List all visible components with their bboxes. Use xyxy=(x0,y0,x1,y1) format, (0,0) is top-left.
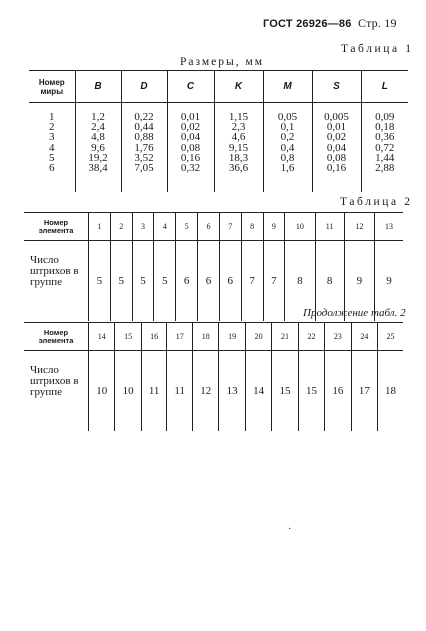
strokes-count-cell: 18 xyxy=(385,385,397,397)
table1-cell: 1,2 xyxy=(91,111,105,123)
table2-caption: Таблица 2 xyxy=(340,196,413,208)
table1-cell: 0,18 xyxy=(375,121,395,134)
table2 xyxy=(24,212,403,321)
table1-cell: 0,01 xyxy=(326,121,347,134)
table3 xyxy=(24,322,403,431)
table1-cell: 38,4 xyxy=(88,162,108,175)
strokes-count-cell: 6 xyxy=(219,241,241,322)
table1-cell: 0,36 xyxy=(375,131,395,144)
table1-header-d: D xyxy=(121,71,167,103)
strokes-count-cell: 12 xyxy=(192,351,218,432)
table1-cell: 0,005 xyxy=(324,111,349,123)
table1-cell: 5 xyxy=(49,151,55,164)
table1-cell: 0,09 xyxy=(375,111,395,123)
element-number-cell: 9 xyxy=(263,213,285,241)
table1-cell: 1,44 xyxy=(375,151,395,164)
table1-cell: 36,6 xyxy=(228,162,249,175)
element-number-cell: 14 xyxy=(89,323,115,351)
strokes-count-cell: 17 xyxy=(351,351,377,432)
table1-cell: 0,05 xyxy=(277,111,298,123)
table1-cell: 2,3 xyxy=(231,121,246,134)
element-number-cell: 7 xyxy=(219,213,241,241)
table1-col-number xyxy=(29,103,75,193)
strokes-count-cell: 7 xyxy=(241,241,263,322)
table1-cell: 0,2 xyxy=(280,131,295,144)
table1-col-s xyxy=(312,103,361,193)
table1-cell: 0,08 xyxy=(326,151,347,164)
element-number-cell: 21 xyxy=(272,323,298,351)
table1-col-k xyxy=(214,103,263,193)
strokes-count-cell: 15 xyxy=(298,351,324,432)
table1-header-c: C xyxy=(167,71,214,103)
table1-cell: 0,04 xyxy=(326,141,347,154)
strokes-count-cell: 13 xyxy=(219,351,245,432)
table1-cell: 0,04 xyxy=(180,131,201,144)
table1-header-k: K xyxy=(214,71,263,103)
table1-cell: 0,1 xyxy=(280,121,295,134)
document-header xyxy=(263,16,397,31)
element-number-cell: 25 xyxy=(378,323,403,351)
table1-cell: 2,88 xyxy=(375,162,395,175)
strokes-count-cell: 15 xyxy=(272,351,298,432)
element-number-cell: 10 xyxy=(285,213,315,241)
strokes-count-cell: 16 xyxy=(325,351,351,432)
table1-subtitle: Размеры, мм xyxy=(180,56,265,68)
strokes-count-cell: 6 xyxy=(198,241,220,322)
strokes-count-cell: 14 xyxy=(245,351,271,432)
table1-cell: 1,76 xyxy=(134,141,154,154)
strokes-count-cell: 7 xyxy=(263,241,285,322)
element-number-cell: 3 xyxy=(132,213,154,241)
strokes-count-cell: 8 xyxy=(315,241,344,322)
table1-cell: 18,3 xyxy=(228,151,249,164)
table1-cell: 0,02 xyxy=(326,131,347,144)
table1-cell: 9,6 xyxy=(91,141,105,154)
strokes-count-cell: 5 xyxy=(89,241,111,322)
table1-cell: 1,15 xyxy=(228,111,249,123)
table1-cell: 0,22 xyxy=(134,111,154,123)
table3-element-label: Номер элемента xyxy=(24,323,89,351)
strokes-count-cell: 5 xyxy=(132,241,154,322)
table1-header-l: L xyxy=(361,71,408,103)
table1-cell: 0,88 xyxy=(134,131,154,144)
table1-cell: 4 xyxy=(49,141,55,154)
table2-element-row xyxy=(24,213,403,241)
table1-cell: 0,32 xyxy=(180,162,201,175)
table1-header-s: S xyxy=(312,71,361,103)
element-number-cell: 23 xyxy=(325,323,351,351)
table1-cell: 19,2 xyxy=(88,151,108,164)
element-number-cell: 20 xyxy=(245,323,271,351)
table1-cell: 0,01 xyxy=(180,111,201,123)
table1-cell: 0,02 xyxy=(180,121,201,134)
table1 xyxy=(29,70,408,192)
table1-cell: 0,44 xyxy=(134,121,154,134)
element-number-cell: 11 xyxy=(315,213,344,241)
table2-element-label: Номер элемента xyxy=(24,213,89,241)
strokes-count-cell: 11 xyxy=(167,351,193,432)
element-number-cell: 12 xyxy=(344,213,374,241)
page-number: Стр. 19 xyxy=(358,16,397,30)
element-number-cell: 4 xyxy=(154,213,176,241)
table1-cell: 6 xyxy=(49,162,55,175)
strokes-count-cell: 5 xyxy=(110,241,132,322)
table1-cell: 2 xyxy=(49,121,55,134)
strokes-count-cell: 8 xyxy=(285,241,315,322)
element-number-cell: 6 xyxy=(198,213,220,241)
table1-cell: 9,15 xyxy=(228,141,249,154)
table1-cell: 0,72 xyxy=(375,141,395,154)
strokes-count-cell: 11 xyxy=(141,351,167,432)
table1-cell: 0,16 xyxy=(180,151,201,164)
stray-mark: · xyxy=(288,524,292,535)
strokes-count-cell: 9 xyxy=(386,275,392,287)
table1-cell: 4,6 xyxy=(231,131,246,144)
table1-cell: 2,4 xyxy=(91,121,105,134)
table1-col-m xyxy=(263,103,312,193)
table1-body-row xyxy=(29,103,408,193)
table1-cell: 0,08 xyxy=(180,141,201,154)
table1-header-number: Номер миры xyxy=(29,71,75,103)
element-number-cell: 2 xyxy=(110,213,132,241)
element-number-cell: 16 xyxy=(141,323,167,351)
table1-cell: 1 xyxy=(49,111,55,123)
table1-col-d xyxy=(121,103,167,193)
strokes-count-cell: 9 xyxy=(344,241,374,322)
element-number-cell: 1 xyxy=(89,213,111,241)
table1-header-b: B xyxy=(75,71,121,103)
table2-strokes-label: Число штрихов в группе xyxy=(24,241,89,322)
table1-caption: Таблица 1 xyxy=(341,43,414,55)
table3-element-row xyxy=(24,323,403,351)
element-number-cell: 17 xyxy=(167,323,193,351)
table1-cell: 4,8 xyxy=(91,131,105,144)
element-number-cell: 22 xyxy=(298,323,324,351)
table3-caption: Продолжение табл. 2 xyxy=(303,307,406,319)
table1-col-c xyxy=(167,103,214,193)
strokes-count-cell: 5 xyxy=(154,241,176,322)
table3-strokes-row xyxy=(24,351,403,432)
element-number-cell: 13 xyxy=(374,213,403,241)
table1-header-row xyxy=(29,71,408,103)
table1-cell: 1,6 xyxy=(280,162,295,175)
strokes-count-cell: 10 xyxy=(115,351,141,432)
strokes-count-cell: 6 xyxy=(176,241,198,322)
element-number-cell: 19 xyxy=(219,323,245,351)
table1-header-m: M xyxy=(263,71,312,103)
table1-col-l xyxy=(361,103,408,193)
element-number-cell: 5 xyxy=(176,213,198,241)
table1-cell: 0,4 xyxy=(280,141,295,154)
table1-cell: 3,52 xyxy=(134,151,154,164)
strokes-count-cell: 10 xyxy=(89,351,115,432)
element-number-cell: 18 xyxy=(192,323,218,351)
element-number-cell: 24 xyxy=(351,323,377,351)
table1-cell: 7,05 xyxy=(134,162,154,175)
table1-col-b xyxy=(75,103,121,193)
table1-cell: 3 xyxy=(49,131,55,144)
table1-cell: 0,8 xyxy=(280,151,295,164)
table1-cell: 0,16 xyxy=(326,162,347,175)
element-number-cell: 8 xyxy=(241,213,263,241)
table3-strokes-label: Число штрихов в группе xyxy=(24,351,89,432)
gost-number: ГОСТ 26926—86 xyxy=(263,18,352,30)
element-number-cell: 15 xyxy=(115,323,141,351)
